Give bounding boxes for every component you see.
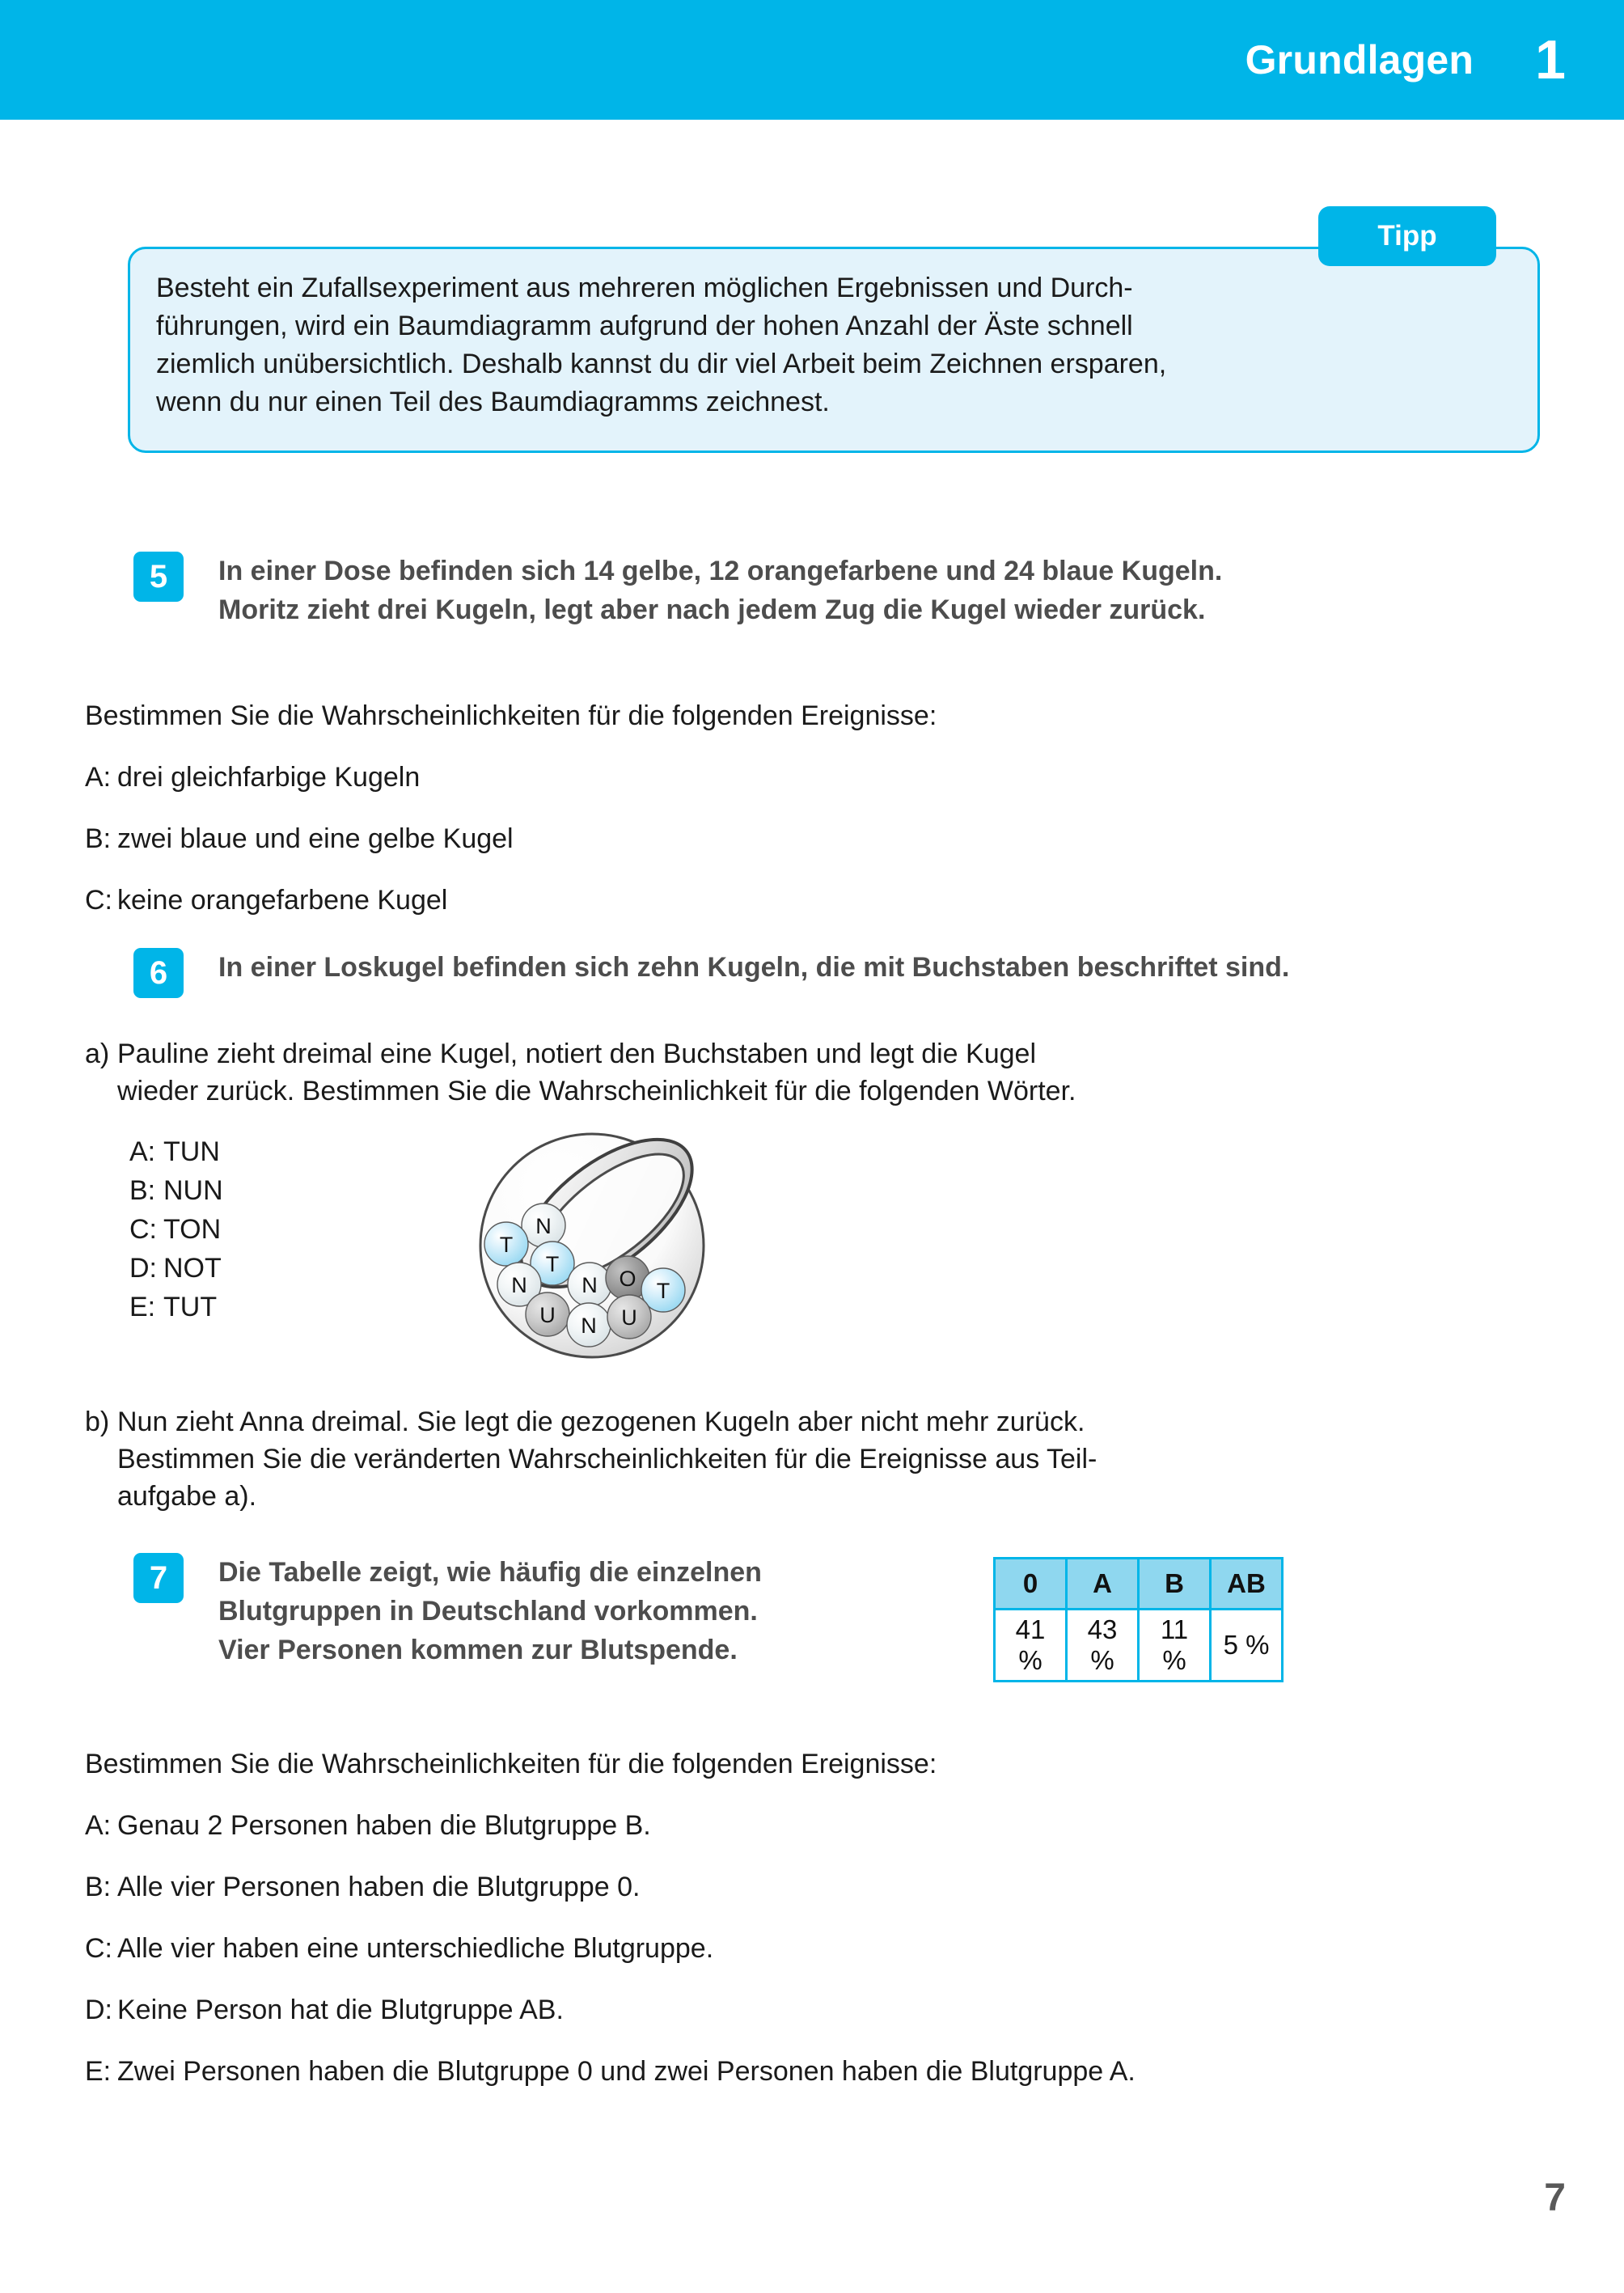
ball-label: N	[582, 1273, 598, 1297]
ball-label: N	[535, 1214, 552, 1238]
lottery-drum-icon	[469, 1124, 728, 1359]
exercise-6-part-b	[85, 1403, 1444, 1515]
table-cell: 11 %	[1139, 1610, 1211, 1682]
item-text: Zwei Personen haben die Blutgruppe 0 und zwei Personen haben die Blutgruppe A.	[117, 2056, 1136, 2087]
item-text: Keine Person hat die Blutgruppe AB.	[117, 1995, 564, 2025]
word-text: NOT	[163, 1253, 222, 1284]
word-key: A:	[129, 1136, 156, 1167]
item-key: E:	[85, 2056, 112, 2087]
table-cell: 41 %	[995, 1610, 1067, 1682]
ball-label: T	[545, 1252, 560, 1276]
item-key: D:	[85, 1995, 112, 2025]
exercise-7-title-line: Blutgruppen in Deutschland vorkommen.	[218, 1596, 758, 1627]
word-item	[129, 1288, 223, 1326]
tip-badge	[1318, 206, 1496, 266]
word-key: B:	[129, 1175, 156, 1206]
exercise-7-item-a	[85, 1807, 651, 1844]
ball-label: U	[621, 1305, 637, 1330]
exercise-7-item-c	[85, 1930, 713, 1967]
word-key: E:	[129, 1292, 156, 1322]
ball-label: U	[539, 1303, 556, 1327]
exercise-6-word-list	[129, 1132, 223, 1326]
exercise-5-item-c	[85, 882, 447, 919]
tip-text-line: ziemlich unübersichtlich. Deshalb kannst du dir viel Arbeit beim Zeichnen ersparen,	[156, 349, 1167, 379]
word-item	[129, 1249, 223, 1288]
part-line: Pauline zieht dreimal eine Kugel, notiert den Buchstaben und legt die Kugel	[117, 1039, 1036, 1069]
table-header-cell: 0	[995, 1559, 1067, 1610]
exercise-5-title-line: Moritz zieht drei Kugeln, legt aber nach jedem Zug die Kugel wieder zurück.	[218, 594, 1206, 625]
part-body	[117, 1035, 1444, 1110]
tip-text-line: Besteht ein Zufallsexperiment aus mehreren möglichen Ergebnissen und Durch-	[156, 273, 1133, 303]
page-header	[0, 0, 1624, 120]
exercise-7-title	[218, 1553, 995, 1669]
ball-label: T	[499, 1233, 514, 1257]
table-header-cell: B	[1139, 1559, 1211, 1610]
table-header-cell: AB	[1211, 1559, 1283, 1610]
ball-label: N	[581, 1314, 597, 1338]
exercise-7-intro: Bestimmen Sie die Wahrscheinlichkeiten für die folgenden Ereignisse:	[85, 1749, 937, 1779]
exercise-5-title-line: In einer Dose befinden sich 14 gelbe, 12 orangefarbene und 24 blaue Kugeln.	[218, 556, 1223, 586]
word-item	[129, 1171, 223, 1210]
exercise-7-title-line: Vier Personen kommen zur Blutspende.	[218, 1635, 738, 1665]
item-text: keine orangefarbene Kugel	[117, 885, 448, 916]
exercise-5-item-b	[85, 820, 514, 857]
exercise-5-number: 5	[149, 559, 168, 594]
part-key: b)	[85, 1407, 110, 1437]
tip-text-line: führungen, wird ein Baumdiagramm aufgrund der hohen Anzahl der Äste schnell	[156, 311, 1133, 341]
tip-text	[156, 269, 1418, 421]
word-item	[129, 1210, 223, 1249]
part-line: wieder zurück. Bestimmen Sie die Wahrscheinlichkeit für die folgenden Wörter.	[117, 1076, 1076, 1106]
header-title: Grundlagen	[1245, 37, 1474, 82]
item-text: drei gleichfarbige Kugeln	[117, 762, 421, 793]
exercise-6-badge	[133, 948, 184, 998]
exercise-6-part-a	[85, 1035, 1444, 1110]
item-key: A:	[85, 762, 112, 793]
part-line: aufgabe a).	[117, 1481, 257, 1512]
item-text: zwei blaue und eine gelbe Kugel	[117, 823, 514, 854]
part-body	[117, 1403, 1444, 1515]
tip-text-line: wenn du nur einen Teil des Baumdiagramms zeichnest.	[156, 387, 830, 417]
tip-badge-label: Tipp	[1377, 220, 1437, 252]
word-key: D:	[129, 1253, 157, 1284]
item-text: Genau 2 Personen haben die Blutgruppe B.	[117, 1810, 651, 1841]
item-key: C:	[85, 1933, 112, 1964]
page-number: 7	[1544, 2177, 1566, 2219]
exercise-7-item-b	[85, 1868, 640, 1906]
exercise-7-title-line: Die Tabelle zeigt, wie häufig die einzelnen	[218, 1557, 762, 1588]
blood-group-table	[993, 1557, 1284, 1682]
exercise-5-badge	[133, 552, 184, 602]
item-text: Alle vier Personen haben die Blutgruppe 0.	[117, 1872, 641, 1902]
exercise-7-number: 7	[149, 1560, 168, 1596]
part-line: Nun zieht Anna dreimal. Sie legt die gezogenen Kugeln aber nicht mehr zurück.	[117, 1407, 1085, 1437]
header-chapter-number: 1	[1535, 29, 1566, 91]
exercise-6-title	[218, 948, 1577, 987]
ball-label: T	[656, 1279, 670, 1303]
table-row	[995, 1610, 1283, 1682]
item-key: A:	[85, 1810, 112, 1841]
part-line: Bestimmen Sie die veränderten Wahrscheinlichkeiten für die Ereignisse aus Teil-	[117, 1444, 1097, 1474]
word-text: TON	[163, 1214, 222, 1245]
word-text: TUN	[163, 1136, 220, 1167]
exercise-6-title-line: In einer Loskugel befinden sich zehn Kugeln, die mit Buchstaben beschriftet sind.	[218, 952, 1290, 983]
word-key: C:	[129, 1214, 157, 1245]
exercise-7-item-e	[85, 2053, 1136, 2090]
exercise-5-item-a	[85, 759, 420, 796]
table-cell: 43 %	[1067, 1610, 1139, 1682]
word-text: NUN	[163, 1175, 223, 1206]
item-key: B:	[85, 823, 112, 854]
item-key: C:	[85, 885, 112, 916]
exercise-5-title	[218, 552, 1577, 629]
exercise-5-intro: Bestimmen Sie die Wahrscheinlichkeiten für die folgenden Ereignisse:	[85, 700, 937, 731]
table-cell: 5 %	[1211, 1610, 1283, 1682]
item-key: B:	[85, 1872, 112, 1902]
exercise-7-item-d	[85, 1991, 564, 2029]
item-text: Alle vier haben eine unterschiedliche Blutgruppe.	[117, 1933, 714, 1964]
ball-label: O	[619, 1267, 636, 1291]
tip-callout	[128, 206, 1543, 457]
word-text: TUT	[163, 1292, 218, 1322]
table-header-row	[995, 1559, 1283, 1610]
word-item	[129, 1132, 223, 1171]
table-header-cell: A	[1067, 1559, 1139, 1610]
ball-label: N	[511, 1273, 527, 1297]
part-key: a)	[85, 1039, 110, 1069]
exercise-7-badge	[133, 1553, 184, 1603]
exercise-6-number: 6	[149, 955, 168, 991]
